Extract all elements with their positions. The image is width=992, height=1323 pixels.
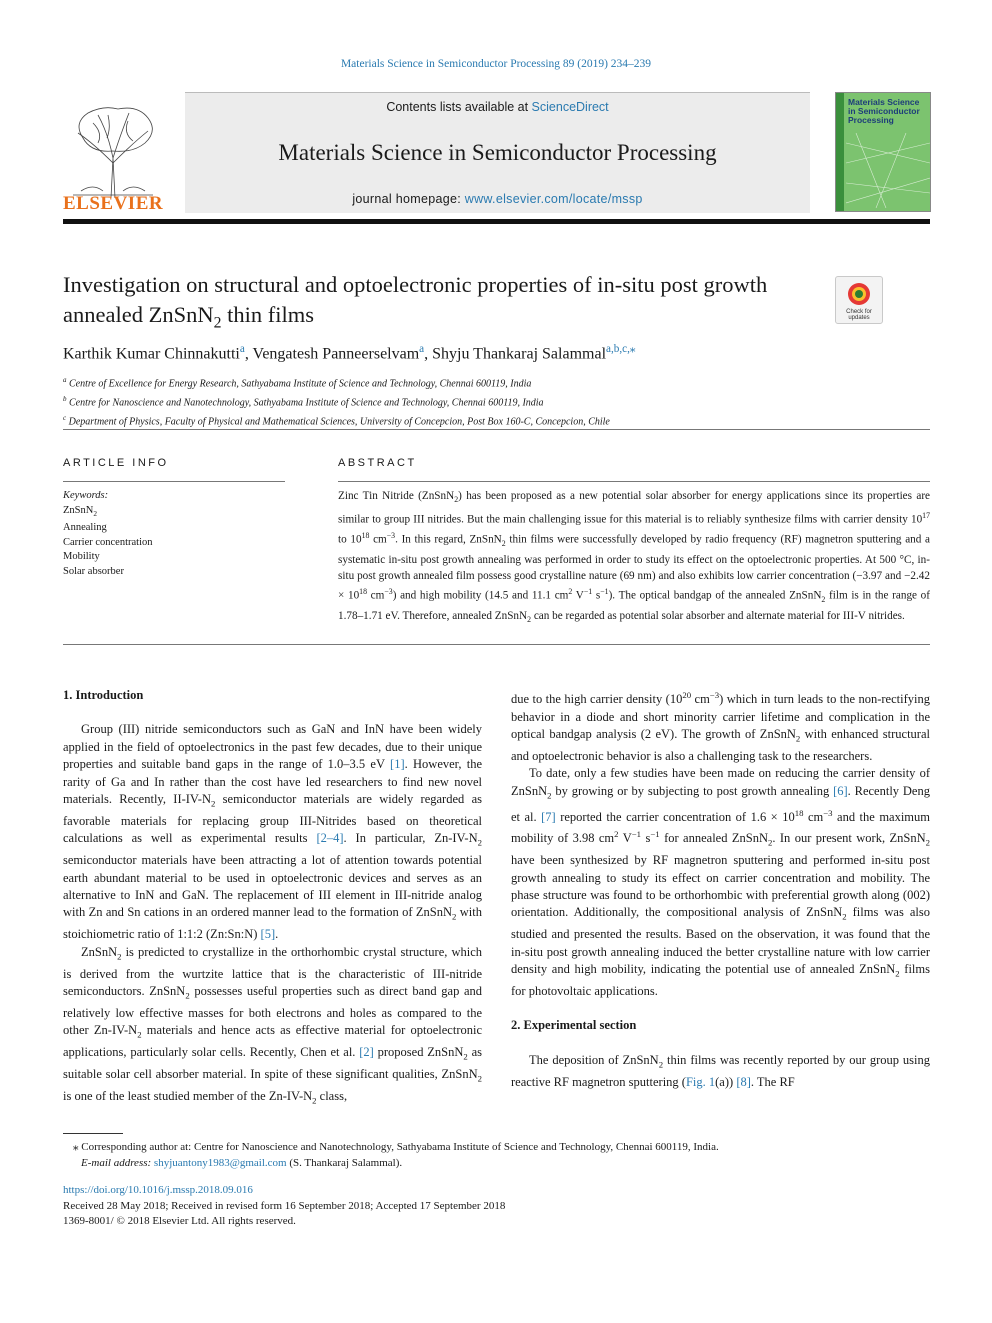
homepage-link[interactable]: www.elsevier.com/locate/mssp: [464, 192, 643, 206]
abstract-heading: ABSTRACT: [338, 457, 417, 469]
divider: [63, 644, 930, 645]
body-column-right: [511, 687, 930, 1091]
divider: [63, 481, 285, 482]
author-name: Vengatesh Panneerselvam: [252, 345, 420, 363]
contents-line: [185, 100, 810, 114]
email-note: E-mail address: shyjuantony1983@gmail.com (S. Thankaraj Salammal).: [81, 1157, 403, 1169]
article-metadata: [63, 1183, 930, 1230]
svg-text:Check for: Check for: [846, 309, 872, 315]
paragraph: ZnSnN$_2$ is predicted to crystallize in the orthorhombic crystal structure, which is derived from the wurtzite lattice that is the characteristic of III-nitride semiconductors. ZnSnN$_2$ possesses useful properties such as direct band gap and relatively low effective masses for both electrons and holes as compared to the other $Zn-IV-N_2$ materials and hence acts as effective material for optoelectronic applications, particularly solar cells. Recently, Chen et al. [2] proposed ZnSnN$_2$ as suitable solar cell absorber material. In spite of these significant qualities, ZnSnN$_2$ is one of the least studied member of the $Zn-IV-N_2$ class,: [63, 944, 483, 1106]
cover-title: Materials Science in Semiconductor Processing: [848, 97, 920, 125]
affiliation: $^c$ Department of Physics, Faculty of Physical and Mathematical Sciences, University of Concepcion, Post Box 160-C, Concepcion, Chile: [63, 413, 610, 427]
keywords-label: Keywords:: [63, 490, 109, 501]
author-name: Karthik Kumar Chinnakutti: [63, 345, 240, 363]
divider: [63, 429, 930, 430]
copyright: 1369-8001/ © 2018 Elsevier Ltd. All rights reserved.: [63, 1215, 296, 1227]
check-for-updates-button[interactable]: [835, 276, 883, 324]
received-dates: Received 28 May 2018; Received in revised form 16 September 2018; Accepted 17 September 2018: [63, 1199, 506, 1212]
section-heading: 2. Experimental section: [511, 1018, 637, 1033]
corresponding-author-note: ⁎ Corresponding author at: Centre for Nanoscience and Nanotechnology, Sathyabama Institute of Science and Technology, Chennai 600119, India.: [73, 1141, 719, 1153]
crossmark-icon: [836, 277, 882, 323]
article-info-heading: ARTICLE INFO: [63, 457, 169, 469]
journal-citation[interactable]: Materials Science in Semiconductor Processing 89 (2019) 234–239: [340, 58, 652, 70]
keyword: Mobility: [63, 551, 100, 563]
sciencedirect-link[interactable]: ScienceDirect: [531, 100, 609, 114]
journal-title: Materials Science in Semiconductor Processing: [278, 140, 717, 165]
journal-homepage: [185, 192, 810, 206]
article-title: Investigation on structural and optoelectronic properties of in-situ post growth annealed ZnSnN$_2$ thin films: [63, 272, 768, 332]
keyword: ZnSnN$_2$: [63, 504, 98, 518]
keyword: Solar absorber: [63, 565, 124, 577]
paragraph: To date, only a few studies have been made on reducing the carrier density of ZnSnN$_2$ by growing or by subjecting to post growth annealing [6]. Recently Deng et al. [7] reported the carrier concentration of $1.6 \times 10^{18}$ $cm^{-3}$ and the maximum mobility of 3.98 $cm^2$ $V^{-1}$ $s^{-1}$ for annealed ZnSnN$_2$. In our present work, ZnSnN$_2$ have been synthesized by RF magnetron sputtering and performed in-situ post growth annealing to study its effect on carrier concentration and mobility. The phase structure was found to be orthorhombic with preferential growth along (002) orientation. Additionally, the compositional analysis of ZnSnN$_2$ films was also studied and presented the results. Based on the observation, it was found that the in-situ post growth annealing induced the better crystalline nature with low carrier density and high mobility, indicating the potential use of annealed ZnSnN$_2$ films for photovoltaic applications.: [511, 766, 931, 999]
header-rule: [63, 219, 930, 224]
footnotes: [63, 1139, 930, 1171]
email-link[interactable]: shyjuantony1983@gmail.com: [153, 1157, 287, 1169]
author-list: Karthik Kumar Chinnakutti$^a$, Vengatesh Panneerselvam$^a$, Shyju Thankaraj Salammal$^{a,b,c,⁎}$: [63, 343, 636, 363]
contents-prefix: Contents lists available at: [386, 100, 532, 114]
affiliations: [63, 373, 923, 429]
abstract-text: Zinc Tin Nitride (ZnSnN$_2$) has been proposed as a new potential solar absorber for energy applications since its properties are similar to group III nitrides. But the main challenging issue for this material is to reliably synthesize films with carrier density $10^{17}$ to $10^{18}$ $cm^{-3}$. In this regard, ZnSnN$_2$ thin films were successfully developed by radio frequency (RF) magnetron sputtering and a systematic in-situ post growth annealing was performed in order to study its effect on the optoelectronic properties. At 500 °C, in-situ post growth annealed film possess good crystalline nature (69 nm) and also exhibits low carrier concentration (−3.97 and $-2.42 \times 10^{18}$ $cm^{-3}$) and high mobility (14.5 and 11.1 $cm^2$ $V^{-1}$ $s^{-1}$). The optical bandgap of the annealed ZnSnN$_2$ film is in the range of 1.78–1.71 eV. Therefore, annealed ZnSnN$_2$ can be regarded as potential solar absorber and alternate material for III-V nitrides.: [338, 490, 931, 625]
paragraph: due to the high carrier density ($10^{20}$ $cm^{-3}$) which in turn leads to the non-rectifying behavior in a diode and short minority carrier lifetime and complication in the optical bandgap analysis (2 eV). The growth of ZnSnN$_2$ with enhanced structural and optoelectronic behavior is also a challenging task to the researchers.: [511, 690, 930, 763]
homepage-prefix: journal homepage:: [352, 192, 465, 206]
divider: [338, 481, 930, 482]
section-heading: 1. Introduction: [63, 688, 144, 702]
footnote-rule: [63, 1133, 123, 1134]
journal-cover-image: [835, 92, 931, 212]
body-column-left: [63, 687, 482, 1110]
keywords-list: [63, 489, 285, 579]
keyword: Annealing: [63, 522, 107, 534]
keyword: Carrier concentration: [63, 536, 153, 548]
author-name: Shyju Thankaraj Salammal: [432, 345, 607, 363]
doi-link[interactable]: https://doi.org/10.1016/j.mssp.2018.09.016: [63, 1184, 253, 1196]
paragraph: The deposition of ZnSnN$_2$ thin films was recently reported by our group using reactive RF magnetron sputtering (Fig. 1(a)) [8]. The RF: [511, 1052, 930, 1089]
svg-text:updates: updates: [848, 315, 870, 321]
paragraph: Group (III) nitride semiconductors such as GaN and InN have been widely applied in the field of optoelectronics in the past few decades, due to their unique properties and suitable band gaps in the range of 1.0–3.5 eV [1]. However, the rarity of Ga and In rather than the cost have led researchers to find new novel materials. Recently, $II-IV-N_2$ semiconductor materials are widely regarded as favorable materials for replacing group III-Nitrides based on theoretical calculations as well as experimental results [2–4]. In particular, $Zn-IV-N_2$ semiconductor materials have been attracting a lot of attention towards potential earth abundant material to be used in optoelectronic devices and serves as an alternative to InN and GaN. The replacement of III element in III-nitride analog with Zn and Sn cations in an ordered manner lead to the formation of ZnSnN$_2$ with stoichiometric ratio of 1:1:2 (Zn:Sn:N) [5].: [63, 722, 482, 942]
affiliation: $^a$ Centre of Excellence for Energy Research, Sathyabama Institute of Science and Technology, Chennai 600119, India: [63, 376, 532, 390]
affiliation: $^b$ Centre for Nanoscience and Nanotechnology, Sathyabama Institute of Science and Technology, Chennai 600119, India: [63, 394, 544, 409]
elsevier-wordmark: ELSEVIER: [63, 193, 164, 214]
